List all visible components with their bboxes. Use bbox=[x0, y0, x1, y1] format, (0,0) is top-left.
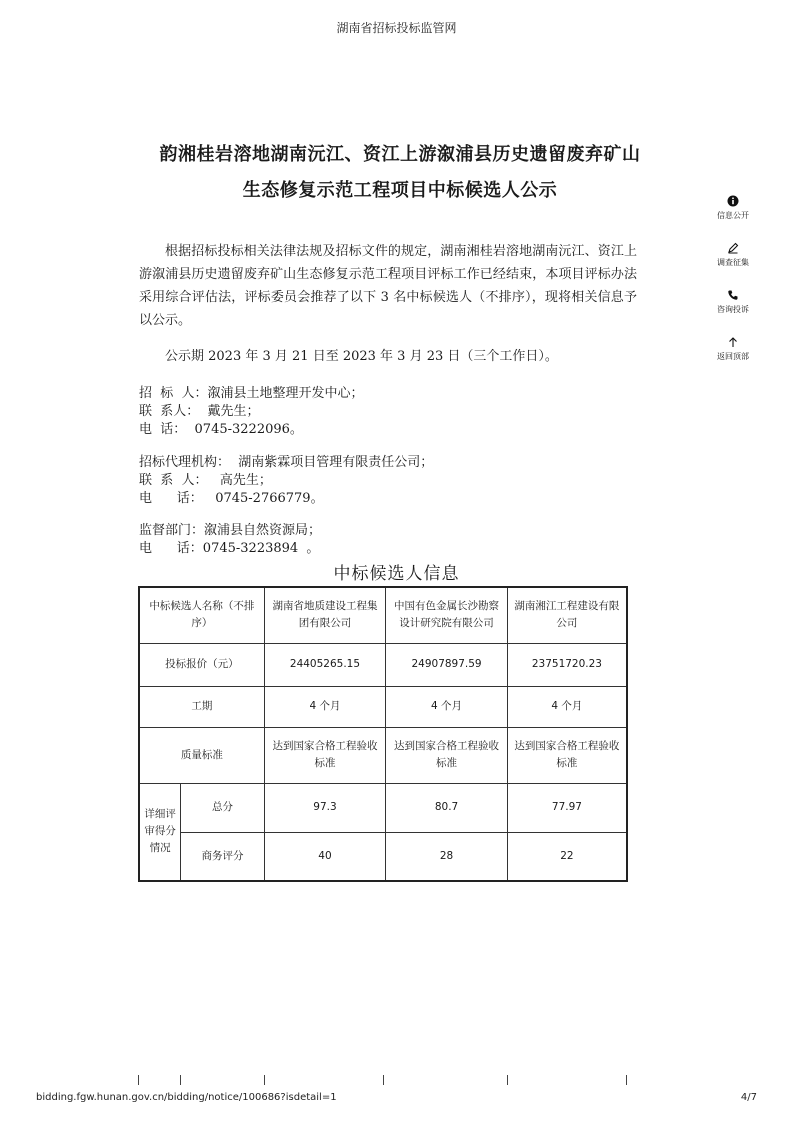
arrow-up-icon bbox=[727, 336, 739, 348]
quality-label: 质量标准 bbox=[139, 727, 264, 783]
site-header: 湖南省招标投标监管网 bbox=[336, 21, 457, 35]
table-row bbox=[139, 643, 627, 686]
agency-name: 招标代理机构： 湖南紫霖项目管理有限责任公司； bbox=[139, 455, 434, 470]
candidate-name-cell: 湖南省地质建设工程集团有限公司 bbox=[264, 587, 386, 643]
scan-mark bbox=[626, 1075, 627, 1085]
business-score-cell: 28 bbox=[386, 832, 508, 881]
bid-price-cell: 24405265.15 bbox=[264, 643, 386, 686]
total-score-cell: 80.7 bbox=[386, 783, 508, 832]
sidebar-item-label: 返回顶部 bbox=[717, 352, 749, 361]
total-score-cell: 97.3 bbox=[264, 783, 386, 832]
candidate-name-cell: 湖南湘江工程建设有限公司 bbox=[507, 587, 627, 643]
notice-title-line2: 生态修复示范工程项目中标候选人公示 bbox=[242, 180, 558, 201]
table-title: 中标候选人信息 bbox=[333, 564, 460, 584]
bid-price-cell: 24907897.59 bbox=[386, 643, 508, 686]
candidate-name-cell: 中国有色金属长沙勘察设计研究院有限公司 bbox=[386, 587, 508, 643]
sidebar-item-label: 咨询投诉 bbox=[717, 305, 749, 314]
bid-price-cell: 23751720.23 bbox=[507, 643, 627, 686]
table-row bbox=[139, 686, 627, 727]
sidebar-item-label: 调查征集 bbox=[717, 258, 749, 267]
sidebar-item-info[interactable] bbox=[705, 195, 761, 242]
business-score-cell: 22 bbox=[507, 832, 627, 881]
duration-label: 工期 bbox=[139, 686, 264, 727]
notice-period: 公示期 2023 年 3 月 21 日至 2023 年 3 月 23 日（三个工作日）。 bbox=[165, 349, 558, 364]
scan-mark bbox=[180, 1075, 181, 1085]
scan-mark bbox=[507, 1075, 508, 1085]
pen-icon bbox=[727, 242, 739, 254]
info-icon bbox=[727, 195, 739, 207]
business-score-label: 商务评分 bbox=[181, 832, 264, 881]
table-row bbox=[139, 783, 627, 832]
scan-mark bbox=[138, 1075, 139, 1085]
sidebar-item-label: 信息公开 bbox=[717, 211, 749, 220]
duration-cell: 4 个月 bbox=[386, 686, 508, 727]
notice-title-line1: 韵湘桂岩溶地湖南沅江、资江上游溆浦县历史遗留废弃矿山 bbox=[159, 144, 641, 165]
candidate-header-cell: 中标候选人名称（不排序） bbox=[139, 587, 264, 643]
total-score-label: 总分 bbox=[181, 783, 264, 832]
business-score-cell: 40 bbox=[264, 832, 386, 881]
duration-cell: 4 个月 bbox=[507, 686, 627, 727]
scan-mark bbox=[383, 1075, 384, 1085]
tenderer-name: 招 标 人：溆浦县土地整理开发中心； bbox=[139, 386, 364, 401]
tenderer-contact: 联 系人： 戴先生； bbox=[139, 404, 260, 419]
scan-mark bbox=[264, 1075, 265, 1085]
page-url-link[interactable]: bidding.fgw.hunan.gov.cn/bidding/notice/100686?isdetail=1 bbox=[36, 1092, 337, 1103]
total-score-cell: 77.97 bbox=[507, 783, 627, 832]
side-nav bbox=[705, 195, 761, 383]
quality-cell: 达到国家合格工程验收标准 bbox=[386, 727, 508, 783]
tenderer-phone: 电 话： 0745-3222096。 bbox=[139, 422, 303, 437]
candidate-table bbox=[138, 586, 628, 882]
quality-cell: 达到国家合格工程验收标准 bbox=[507, 727, 627, 783]
table-row bbox=[139, 727, 627, 783]
supervisor-phone: 电 话：0745-3223894 。 bbox=[139, 541, 320, 556]
agency-phone: 电 话： 0745-2766779。 bbox=[139, 491, 324, 506]
duration-cell: 4 个月 bbox=[264, 686, 386, 727]
sidebar-item-back-to-top[interactable] bbox=[705, 336, 761, 383]
table-row bbox=[139, 587, 627, 643]
supervisor-dept: 监督部门：溆浦县自然资源局； bbox=[139, 523, 322, 538]
phone-icon bbox=[727, 289, 739, 301]
sidebar-item-survey[interactable] bbox=[705, 242, 761, 289]
agency-contact: 联 系 人： 高先生； bbox=[139, 473, 272, 488]
bid-price-label: 投标报价（元） bbox=[139, 643, 264, 686]
detail-score-label: 详细评审得分情况 bbox=[139, 783, 181, 881]
intro-paragraph: 根据招标投标相关法律法规及招标文件的规定，湖南湘桂岩溶地湖南沅江、资江上游溆浦县历史遗留废弃矿山生态修复示范工程项目评标工作已经结束，本项目评标办法采用综合评估法，评标委员会推荐了以下 3 名中标候选人（不排序），现将相关信息予以公示。 bbox=[139, 244, 637, 328]
table-row bbox=[139, 832, 627, 881]
page-number: 4/7 bbox=[740, 1092, 757, 1103]
sidebar-item-complaint[interactable] bbox=[705, 289, 761, 336]
quality-cell: 达到国家合格工程验收标准 bbox=[264, 727, 386, 783]
